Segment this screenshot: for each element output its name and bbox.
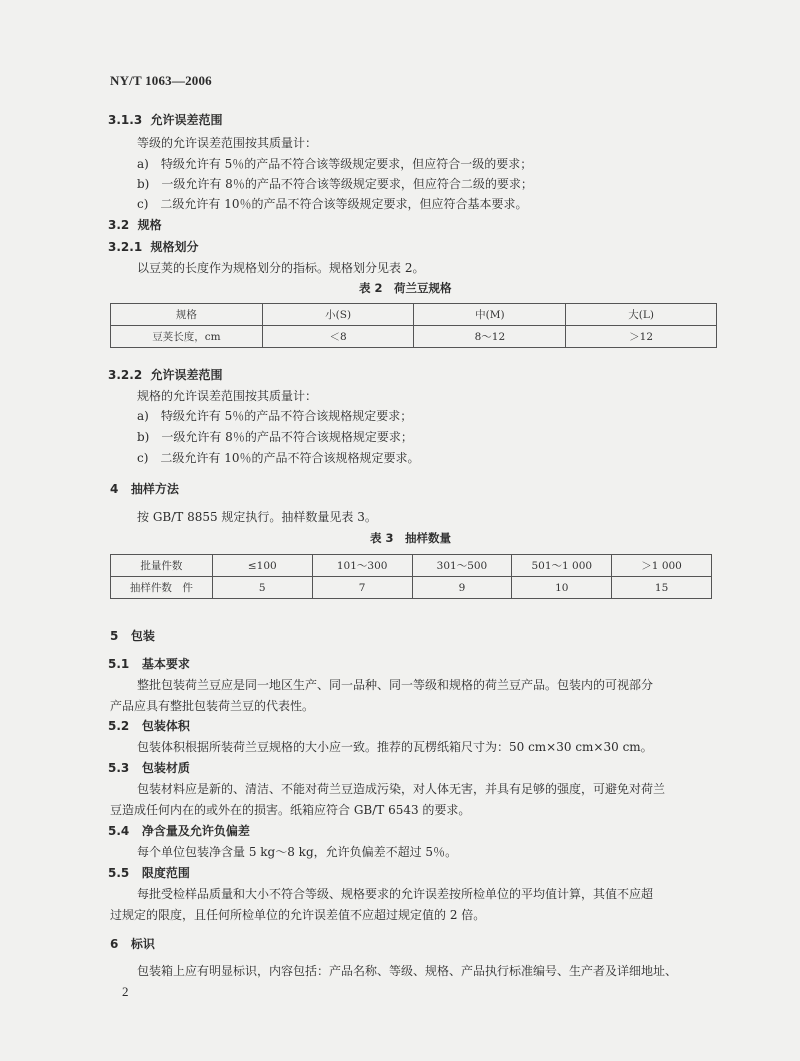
heading-title: 净含量及允许负偏差 [141, 824, 250, 838]
table-cell: 抽样件数 件 [111, 577, 213, 599]
paragraph-line: 包装体积根据所装荷兰豆规格的大小应一致。推荐的瓦楞纸箱尺寸为：50 cm×30 cm×30 cm。 [137, 740, 653, 754]
heading-5-3 [108, 759, 190, 776]
heading-3-2-1 [108, 238, 199, 255]
heading-number: 6 [110, 937, 119, 951]
heading-title: 基本要求 [141, 657, 190, 671]
table-3 [110, 554, 712, 599]
heading-4 [110, 480, 179, 497]
paragraph-line: 包装材料应是新的、清洁、不能对荷兰豆造成污染，对人体无害，并具有足够的强度，可避免对荷兰 [137, 782, 666, 796]
heading-number: 3.2.2 [108, 368, 143, 382]
heading-title: 限度范围 [141, 866, 190, 880]
heading-title: 包装体积 [141, 719, 190, 733]
heading-number: 3.1.3 [108, 113, 143, 127]
table-cell: 批量件数 [111, 555, 213, 577]
paragraph-line: 包装箱上应有明显标识，内容包括：产品名称、等级、规格、产品执行标准编号、生产者及详细地址、 [137, 964, 678, 978]
table-cell: 7 [312, 577, 412, 599]
heading-number: 5.2 [108, 719, 130, 733]
paragraph-line: 整批包装荷兰豆应是同一地区生产、同一品种、同一等级和规格的荷兰豆产品。包装内的可视部分 [137, 678, 654, 692]
heading-number: 5 [110, 629, 119, 643]
table-row [111, 326, 717, 348]
heading-title: 抽样方法 [130, 482, 179, 496]
table-cell: ＞12 [566, 326, 717, 348]
heading-title: 包装 [130, 629, 155, 643]
heading-title: 标识 [130, 937, 155, 951]
heading-5-5 [108, 864, 190, 881]
table-cell: 10 [512, 577, 612, 599]
heading-title: 允许误差范围 [150, 113, 223, 127]
table-cell: 小(S) [262, 304, 414, 326]
list-item: b) 一级允许有 8％的产品不符合该等级规定要求，但应符合二级的要求； [137, 177, 533, 191]
heading-number: 5.1 [108, 657, 130, 671]
heading-number: 5.3 [108, 761, 130, 775]
paragraph: 等级的允许误差范围按其质量计： [137, 136, 318, 150]
table-cell: ＞1 000 [612, 555, 712, 577]
list-item: b) 一级允许有 8％的产品不符合该规格规定要求； [137, 430, 413, 444]
table-2-caption: 表 2 荷兰豆规格 [359, 281, 452, 295]
page-number: 2 [122, 984, 129, 999]
heading-number: 3.2 [108, 218, 130, 232]
list-item: c) 二级允许有 10％的产品不符合该等级规定要求，但应符合基本要求。 [137, 197, 528, 211]
heading-number: 3.2.1 [108, 240, 143, 254]
table-cell: 豆荚长度，cm [111, 326, 263, 348]
table-cell: 规格 [111, 304, 263, 326]
table-header-row [111, 555, 712, 577]
heading-number: 4 [110, 482, 119, 496]
list-item: c) 二级允许有 10％的产品不符合该规格规定要求。 [137, 451, 420, 465]
heading-5-2 [108, 717, 190, 734]
heading-5-1 [108, 655, 190, 672]
list-item: a) 特级允许有 5％的产品不符合该规格规定要求； [137, 409, 413, 423]
table-cell: 大(L) [566, 304, 717, 326]
paragraph-line: 豆造成任何内在的或外在的损害。纸箱应符合 GB/T 6543 的要求。 [110, 803, 471, 817]
paragraph: 按 GB/T 8855 规定执行。抽样数量见表 3。 [137, 510, 377, 524]
list-item: a) 特级允许有 5％的产品不符合该等级规定要求，但应符合一级的要求； [137, 157, 533, 171]
heading-3-1-3 [108, 111, 223, 128]
table-cell: ≤100 [212, 555, 312, 577]
paragraph: 以豆荚的长度作为规格划分的指标。规格划分见表 2。 [137, 261, 425, 275]
paragraph: 规格的允许误差范围按其质量计： [137, 389, 318, 403]
table-cell: 15 [612, 577, 712, 599]
paragraph-line: 产品应具有整批包装荷兰豆的代表性。 [110, 699, 315, 713]
table-cell: 中(M) [414, 304, 566, 326]
heading-number: 5.5 [108, 866, 130, 880]
table-cell: 9 [412, 577, 512, 599]
heading-3-2-2 [108, 366, 223, 383]
heading-title: 规格划分 [150, 240, 199, 254]
heading-title: 包装材质 [141, 761, 190, 775]
table-cell: 8～12 [414, 326, 566, 348]
table-2 [110, 303, 717, 348]
table-3-caption: 表 3 抽样数量 [370, 531, 452, 545]
table-cell: 101～300 [312, 555, 412, 577]
paragraph-line: 过规定的限度，且任何所检单位的允许误差值不应超过规定值的 2 倍。 [110, 908, 486, 922]
paragraph-line: 每个单位包装净含量 5 kg～8 kg，允许负偏差不超过 5％。 [137, 845, 458, 859]
heading-title: 规格 [137, 218, 162, 232]
heading-6 [110, 935, 155, 952]
heading-3-2 [108, 216, 162, 233]
heading-5-4 [108, 822, 250, 839]
heading-number: 5.4 [108, 824, 130, 838]
table-header-row [111, 304, 717, 326]
heading-title: 允许误差范围 [150, 368, 223, 382]
table-cell: 501～1 000 [512, 555, 612, 577]
table-cell: 5 [212, 577, 312, 599]
table-cell: ＜8 [262, 326, 414, 348]
paragraph-line: 每批受检样品质量和大小不符合等级、规格要求的允许误差按所检单位的平均值计算，其值不应超 [137, 887, 654, 901]
heading-5 [110, 627, 155, 644]
standard-code: NY/T 1063—2006 [110, 73, 212, 88]
table-row [111, 577, 712, 599]
table-cell: 301～500 [412, 555, 512, 577]
